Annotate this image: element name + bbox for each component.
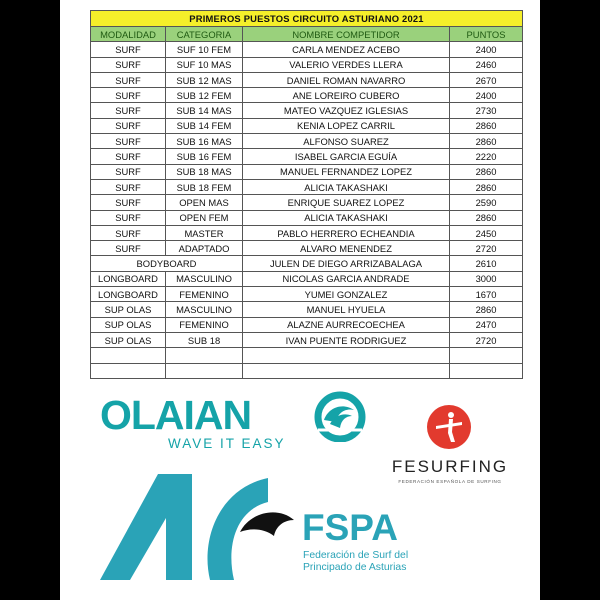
table-row xyxy=(91,134,523,149)
cell-nombre: VALERIO VERDES LLERA xyxy=(243,57,450,72)
cell-puntos: 2730 xyxy=(450,103,523,118)
cell-modalidad: SURF xyxy=(91,179,166,194)
cell-puntos: 2860 xyxy=(450,302,523,317)
cell-categoria: SUB 16 MAS xyxy=(166,134,243,149)
cell-categoria: MASCULINO xyxy=(166,271,243,286)
empty-cell xyxy=(166,348,243,363)
cell-categoria: SUF 10 MAS xyxy=(166,57,243,72)
cell-categoria: SUB 18 xyxy=(166,332,243,347)
table-row xyxy=(91,42,523,57)
table-row xyxy=(91,256,523,271)
cell-categoria: SUF 10 FEM xyxy=(166,42,243,57)
table-row xyxy=(91,332,523,347)
cell-puntos: 2860 xyxy=(450,164,523,179)
cell-puntos: 2400 xyxy=(450,88,523,103)
table-row xyxy=(91,271,523,286)
table-row xyxy=(91,225,523,240)
table-title: PRIMEROS PUESTOS CIRCUITO ASTURIANO 2021 xyxy=(91,11,523,27)
empty-cell xyxy=(91,363,166,378)
fesurfing-wordmark: FESURFING xyxy=(391,457,509,476)
header-puntos: PUNTOS xyxy=(450,27,523,42)
cell-nombre: DANIEL ROMAN NAVARRO xyxy=(243,72,450,87)
cell-categoria: SUB 12 FEM xyxy=(166,88,243,103)
cell-nombre: IVAN PUENTE RODRIGUEZ xyxy=(243,332,450,347)
cell-nombre: ISABEL GARCIA EGUÍA xyxy=(243,149,450,164)
table-row xyxy=(91,72,523,87)
cell-puntos: 2590 xyxy=(450,195,523,210)
cell-modalidad: SURF xyxy=(91,118,166,133)
cell-nombre: ALAZNE AURRECOECHEA xyxy=(243,317,450,332)
fspa-logo xyxy=(100,468,440,588)
table-row xyxy=(91,302,523,317)
cell-categoria: FEMENINO xyxy=(166,287,243,302)
table-row xyxy=(91,118,523,133)
cell-nombre: ALFONSO SUAREZ xyxy=(243,134,450,149)
cell-modalidad: LONGBOARD xyxy=(91,287,166,302)
table-row xyxy=(91,88,523,103)
table-row xyxy=(91,179,523,194)
cell-nombre: JULEN DE DIEGO ARRIZABALAGA xyxy=(243,256,450,271)
empty-cell xyxy=(450,348,523,363)
header-modalidad: MODALIDAD xyxy=(91,27,166,42)
cell-categoria: SUB 18 MAS xyxy=(166,164,243,179)
cell-categoria: MASTER xyxy=(166,225,243,240)
cell-nombre: ANE LOREIRO CUBERO xyxy=(243,88,450,103)
cell-nombre: ALVARO MENENDEZ xyxy=(243,241,450,256)
surfer-icon xyxy=(426,404,472,450)
cell-nombre: NICOLAS GARCIA ANDRADE xyxy=(243,271,450,286)
fspa-subtitle-line-1: Federación de Surf del xyxy=(303,550,409,561)
cell-puntos: 2470 xyxy=(450,317,523,332)
fspa-subtitle-line-2: Principado de Asturias xyxy=(303,562,407,573)
cell-categoria: SUB 12 MAS xyxy=(166,72,243,87)
cell-modalidad: SURF xyxy=(91,241,166,256)
cell-modalidad: SURF xyxy=(91,149,166,164)
cell-nombre: CARLA MENDEZ ACEBO xyxy=(243,42,450,57)
cell-categoria: MASCULINO xyxy=(166,302,243,317)
cell-categoria: FEMENINO xyxy=(166,317,243,332)
cell-nombre: ENRIQUE SUAREZ LOPEZ xyxy=(243,195,450,210)
cell-nombre: PABLO HERRERO ECHEANDIA xyxy=(243,225,450,240)
cell-puntos: 2450 xyxy=(450,225,523,240)
table-row xyxy=(91,241,523,256)
empty-cell xyxy=(91,348,166,363)
olaian-wave-icon xyxy=(310,390,370,442)
cell-puntos: 2860 xyxy=(450,179,523,194)
cell-puntos: 2400 xyxy=(450,42,523,57)
cell-modalidad: BODYBOARD xyxy=(91,256,243,271)
table-row xyxy=(91,164,523,179)
empty-cell xyxy=(450,363,523,378)
cell-modalidad: SURF xyxy=(91,88,166,103)
cell-modalidad: SUP OLAS xyxy=(91,317,166,332)
olaian-wordmark: OLAIAN xyxy=(100,392,252,438)
cell-puntos: 2860 xyxy=(450,210,523,225)
cell-puntos: 2860 xyxy=(450,134,523,149)
cell-puntos: 2220 xyxy=(450,149,523,164)
cell-nombre: ALICIA TAKASHAKI xyxy=(243,179,450,194)
table-row xyxy=(91,317,523,332)
cell-nombre: MANUEL HYUELA xyxy=(243,302,450,317)
empty-cell xyxy=(243,348,450,363)
empty-row xyxy=(91,348,523,363)
cell-nombre: MATEO VAZQUEZ IGLESIAS xyxy=(243,103,450,118)
header-nombre: NOMBRE COMPETIDOR xyxy=(243,27,450,42)
header-categoria: CATEGORIA xyxy=(166,27,243,42)
fesurfing-subtitle: FEDERACIÓN ESPAÑOLA DE SURFING xyxy=(398,479,502,484)
fspa-wordmark: FSPA xyxy=(302,507,398,548)
fspa-subtitle xyxy=(303,550,408,574)
table-header-row xyxy=(91,27,523,42)
table-row xyxy=(91,287,523,302)
empty-cell xyxy=(243,363,450,378)
table-row xyxy=(91,103,523,118)
fspa-emblem-icon xyxy=(100,468,330,588)
empty-row xyxy=(91,363,523,378)
cell-puntos: 2860 xyxy=(450,118,523,133)
cell-puntos: 2610 xyxy=(450,256,523,271)
empty-cell xyxy=(166,363,243,378)
cell-puntos: 3000 xyxy=(450,271,523,286)
cell-nombre: MANUEL FERNANDEZ LOPEZ xyxy=(243,164,450,179)
cell-modalidad: SURF xyxy=(91,57,166,72)
cell-categoria: SUB 16 FEM xyxy=(166,149,243,164)
cell-modalidad: SUP OLAS xyxy=(91,302,166,317)
olaian-tagline: WAVE IT EASY xyxy=(168,436,286,451)
cell-categoria: OPEN FEM xyxy=(166,210,243,225)
results-sheet xyxy=(60,0,540,600)
cell-nombre: YUMEI GONZALEZ xyxy=(243,287,450,302)
cell-modalidad: SURF xyxy=(91,103,166,118)
table-body xyxy=(91,42,523,379)
cell-modalidad: SURF xyxy=(91,134,166,149)
cell-modalidad: SURF xyxy=(91,210,166,225)
table-row xyxy=(91,210,523,225)
cell-modalidad: SURF xyxy=(91,164,166,179)
cell-puntos: 1670 xyxy=(450,287,523,302)
cell-modalidad: SURF xyxy=(91,225,166,240)
cell-modalidad: SURF xyxy=(91,42,166,57)
cell-categoria: OPEN MAS xyxy=(166,195,243,210)
table-row xyxy=(91,57,523,72)
cell-categoria: SUB 14 FEM xyxy=(166,118,243,133)
cell-modalidad: SUP OLAS xyxy=(91,332,166,347)
cell-puntos: 2720 xyxy=(450,332,523,347)
cell-nombre: ALICIA TAKASHAKI xyxy=(243,210,450,225)
cell-puntos: 2720 xyxy=(450,241,523,256)
cell-puntos: 2460 xyxy=(450,57,523,72)
cell-modalidad: LONGBOARD xyxy=(91,271,166,286)
cell-categoria: SUB 18 FEM xyxy=(166,179,243,194)
olaian-logo xyxy=(100,393,400,453)
cell-modalidad: SURF xyxy=(91,72,166,87)
cell-categoria: SUB 14 MAS xyxy=(166,103,243,118)
cell-categoria: ADAPTADO xyxy=(166,241,243,256)
cell-puntos: 2670 xyxy=(450,72,523,87)
table-row xyxy=(91,195,523,210)
cell-modalidad: SURF xyxy=(91,195,166,210)
results-table xyxy=(90,10,523,379)
cell-nombre: KENIA LOPEZ CARRIL xyxy=(243,118,450,133)
table-row xyxy=(91,149,523,164)
